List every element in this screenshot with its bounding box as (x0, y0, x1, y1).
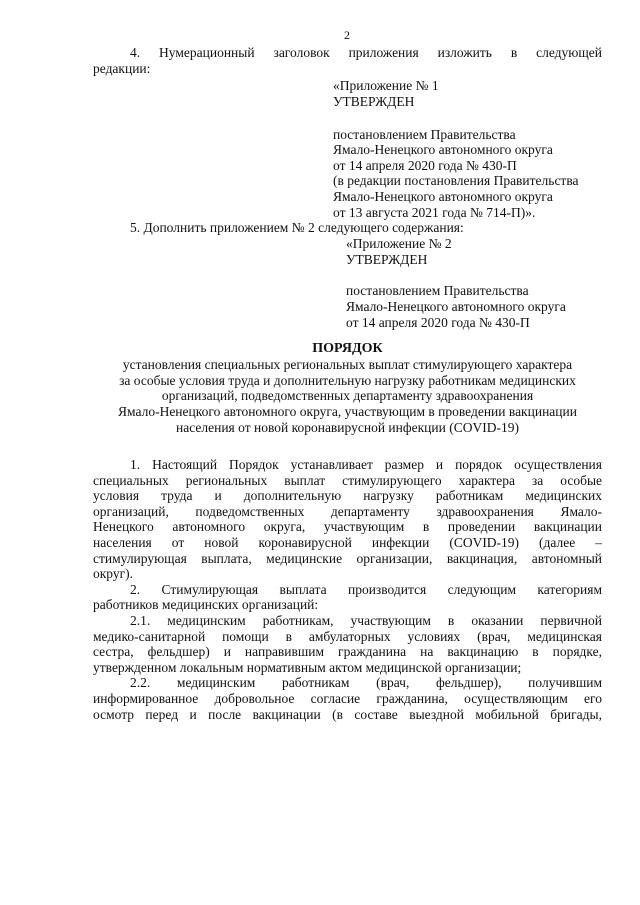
appendix-1-line: Ямало-Ненецкого автономного округа (333, 142, 553, 157)
appendix-2-title: «Приложение № 2 (346, 236, 452, 251)
item-5: 5. Дополнить приложением № 2 следующего содержания: (130, 220, 464, 235)
appendix-1-title: «Приложение № 1 (333, 78, 439, 93)
paragraph-line: работников медицинских организаций: (93, 597, 319, 612)
paragraph-line: осмотр перед и после вакцинации (в составе выездной мобильной бригады, (93, 707, 602, 722)
appendix-2-line: постановлением Правительства (346, 283, 529, 298)
paragraph-line: 1. Настоящий Порядок устанавливает размер и порядок осуществления (130, 457, 602, 472)
appendix-2-line: Ямало-Ненецкого автономного округа (346, 299, 566, 314)
order-subtitle-line: организаций, подведомственных департаменту здравоохранения (161, 388, 534, 403)
paragraph-line: стимулирующая выплата, медицинские организации, вакцинация, автономный (93, 551, 602, 566)
appendix-1-line: Ямало-Ненецкого автономного округа (333, 189, 553, 204)
paragraph-line: 2.2. медицинским работникам (врач, фельдшер), получившим (130, 675, 602, 690)
order-subtitle-line: населения от новой коронавирусной инфекции (COVID-19) (176, 420, 519, 435)
appendix-2-line: от 14 апреля 2020 года № 430-П (346, 315, 530, 330)
paragraph-line: округ). (93, 566, 134, 581)
paragraph-line: 2.1. медицинским работникам, участвующим в оказании первичной (130, 613, 602, 628)
appendix-1-approved: УТВЕРЖДЕН (333, 94, 415, 109)
appendix-1-line: от 14 апреля 2020 года № 430-П (333, 158, 517, 173)
appendix-1-line: постановлением Правительства (333, 127, 516, 142)
paragraph-line: Ненецкого автономного округа, участвующим в проведении вакцинации (93, 519, 602, 534)
paragraph-line: информированное добровольное согласие гражданина, осуществляющим его (93, 691, 602, 706)
order-subtitle-line: за особые условия труда и дополнительную нагрузку работникам медицинских (119, 373, 576, 388)
paragraph-line: утвержденном локальным нормативным актом медицинской организации; (93, 660, 522, 675)
paragraph-line: медико-санитарной помощи в амбулаторных условиях (врач, медицинская (93, 629, 602, 644)
paragraph-line: организаций, подведомственных департаменту здравоохранения Ямало- (93, 504, 602, 519)
order-subtitle-line: установления специальных региональных выплат стимулирующего характера (122, 357, 573, 372)
paragraph-line: 2. Стимулирующая выплата производится следующим категориям (130, 582, 602, 597)
appendix-1-line: (в редакции постановления Правительства (333, 173, 579, 188)
page-number: 2 (344, 28, 350, 42)
paragraph-line: населения от новой коронавирусной инфекции (COVID-19) (далее – (93, 535, 602, 550)
paragraph-line: условия труда и дополнительную нагрузку работникам медицинских (93, 488, 602, 503)
item-4-line-1: 4. Нумерационный заголовок приложения изложить в следующей (130, 45, 602, 60)
appendix-2-approved: УТВЕРЖДЕН (346, 252, 428, 267)
order-subtitle-line: Ямало-Ненецкого автономного округа, участвующим в проведении вакцинации (118, 404, 577, 419)
order-heading: ПОРЯДОК (312, 341, 383, 356)
item-4-line-2: редакции: (93, 61, 151, 76)
paragraph-line: сестра, фельдшер) и направившим гражданина на вакцинацию в порядке, (93, 644, 602, 659)
paragraph-line: специальных региональных выплат стимулирующего характера за особые (93, 473, 602, 488)
appendix-1-line: от 13 августа 2021 года № 714-П)». (333, 205, 536, 220)
